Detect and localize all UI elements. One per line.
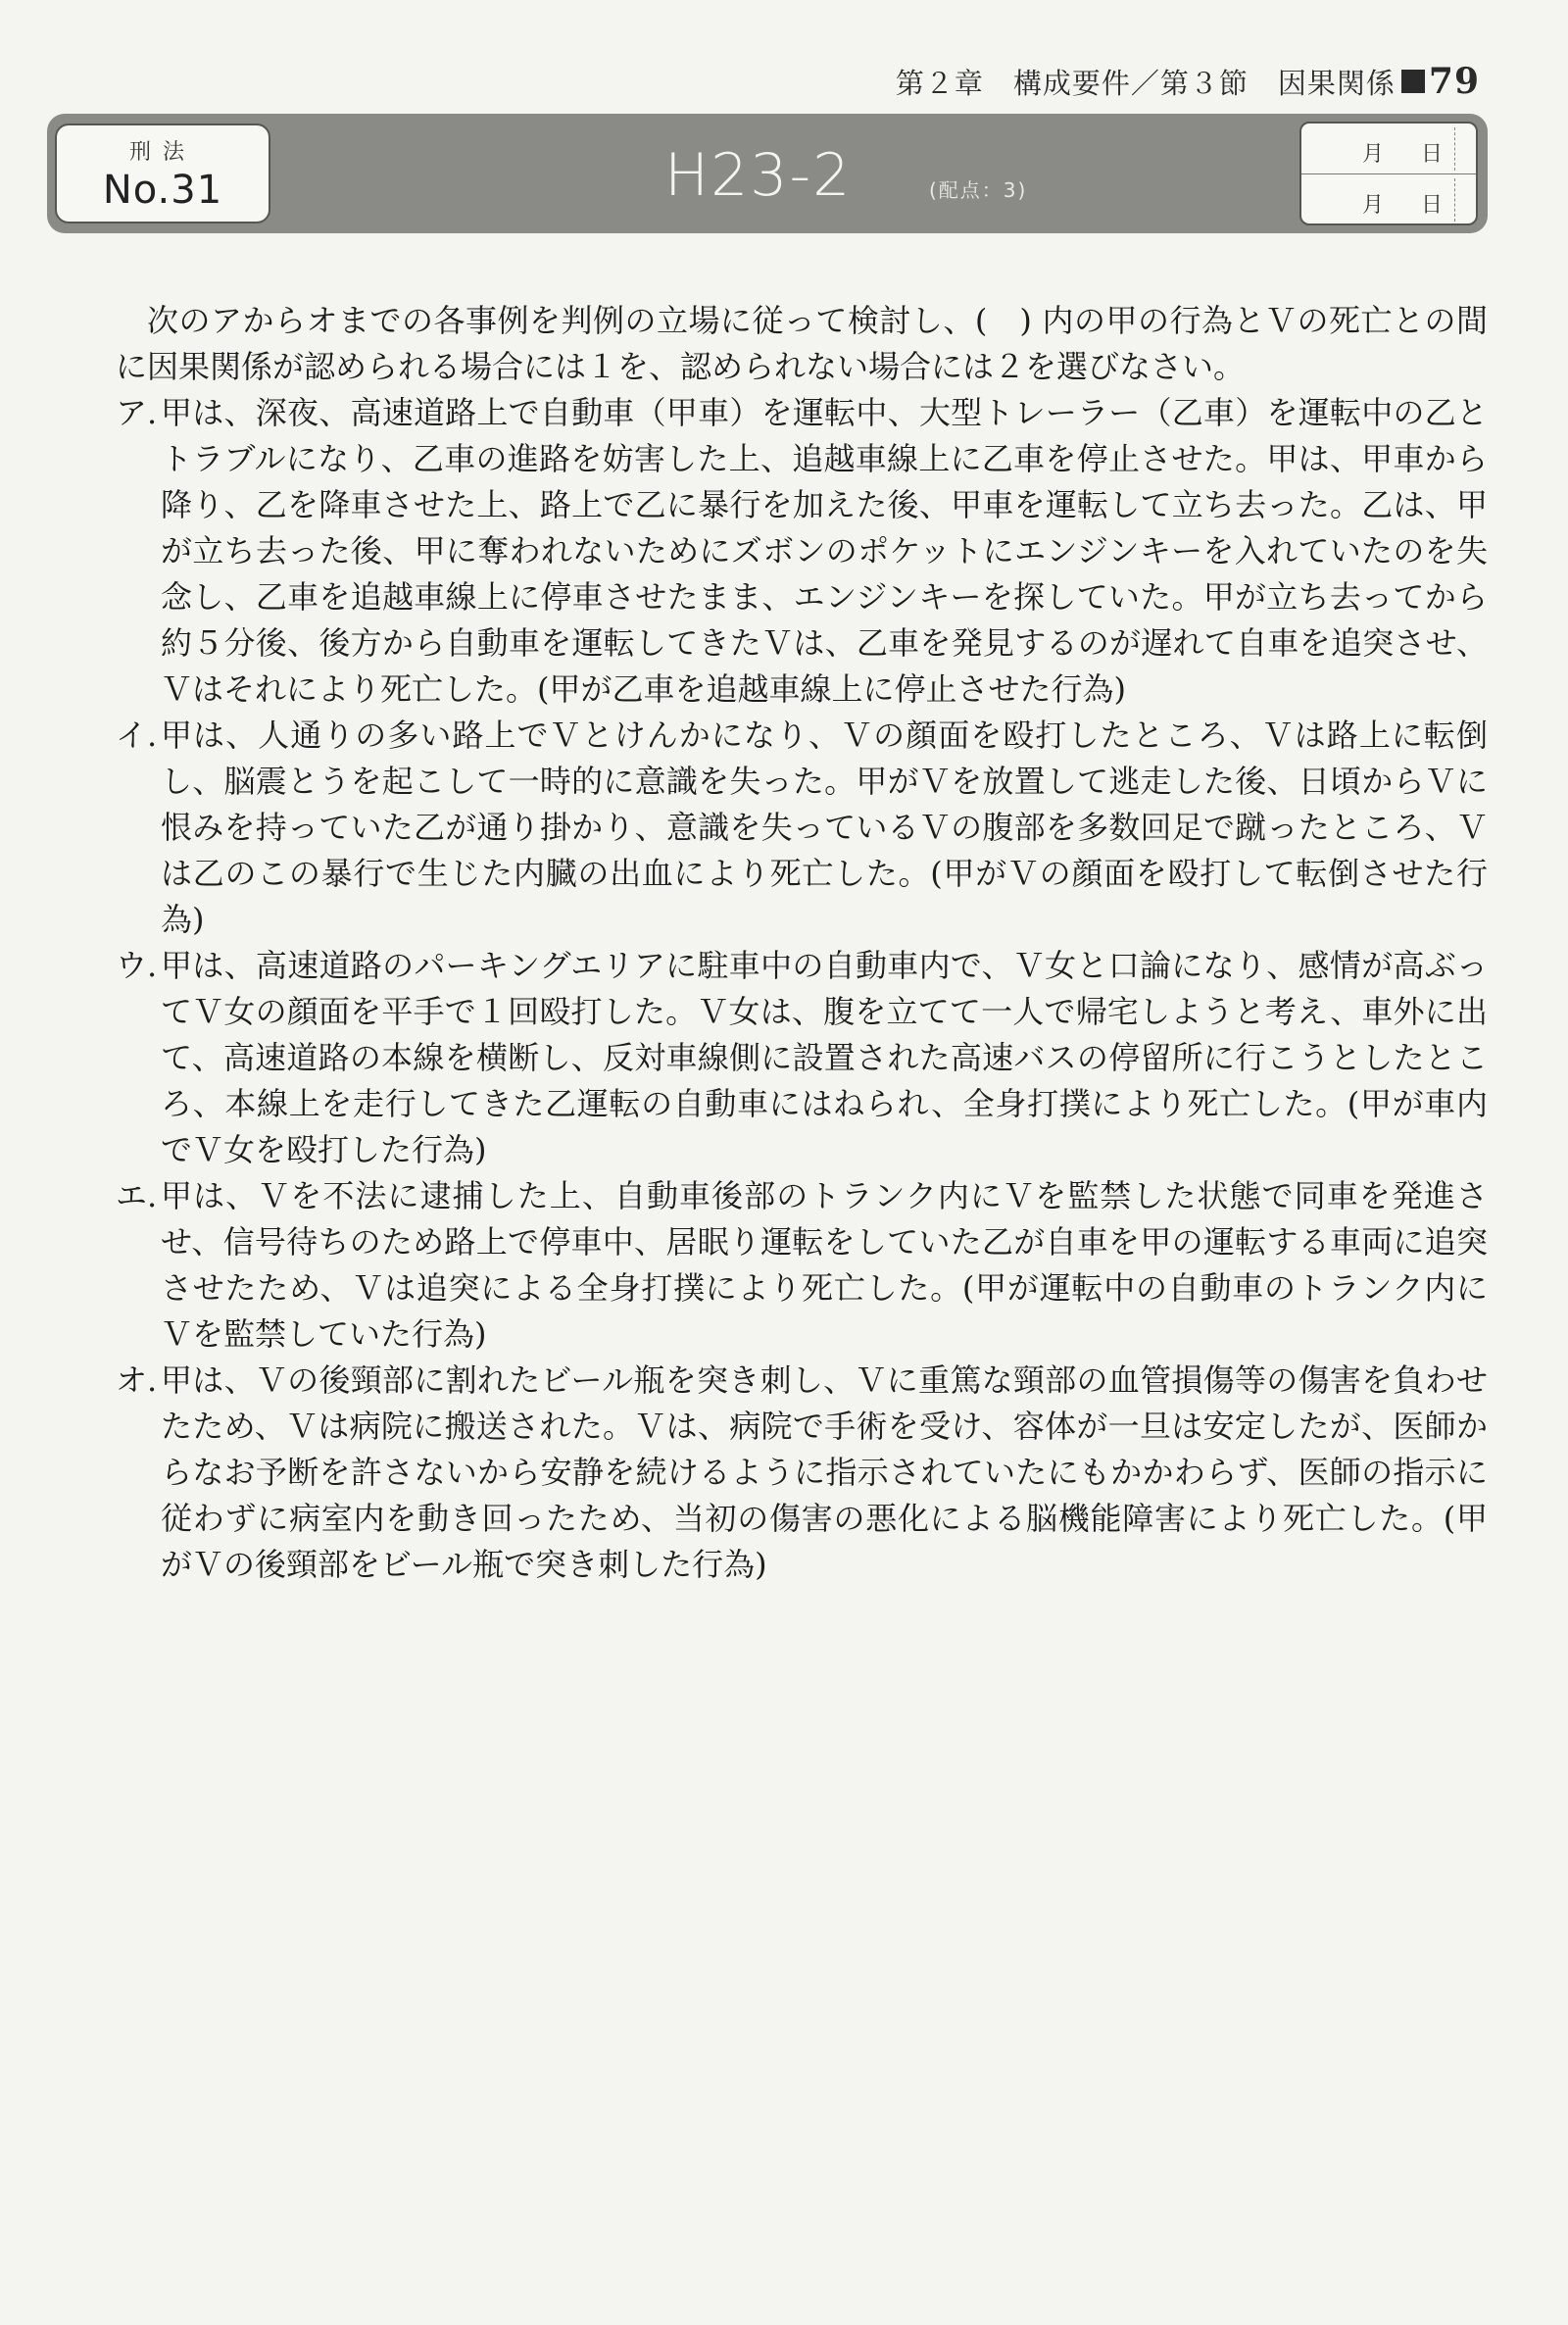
case-label: オ.: [116, 1361, 158, 1399]
case-item-a: [116, 390, 1488, 713]
chapter-title: 第２章 構成要件／第３節 因果関係: [895, 66, 1396, 100]
case-item-e: [116, 1173, 1488, 1358]
case-item-u: [116, 943, 1488, 1173]
case-item-i: [116, 713, 1488, 943]
case-label: イ.: [116, 717, 158, 754]
question-instruction: 次のアからオまでの各事例を判例の立場に従って検討し、( ) 内の甲の行為とＶの死亡との間に因果関係が認められる場合には１を、認められない場合には２を選びなさい。: [116, 302, 1488, 385]
month-label: 月: [1362, 142, 1385, 167]
case-text: 甲は、Ｖを不法に逮捕した上、自動車後部のトランク内にＶを監禁した状態で同車を発進させ、信号待ちのため路上で停車中、居眠り運転をしていた乙が自車を甲の運転する車両に追突させたため、Ｖは追突による全身打撲により死亡した。(甲が運転中の自動車のトランク内にＶを監禁していた行為): [161, 1177, 1488, 1353]
case-text: 甲は、深夜、高速道路上で自動車（甲車）を運転中、大型トレーラー（乙車）を運転中の乙とトラブルになり、乙車の進路を妨害した上、追越車線上に乙車を停止させた。甲は、甲車から降り、乙を降車させた上、路上で乙に暴行を加えた後、甲車を運転して立ち去った。乙は、甲が立ち去った後、甲に奪われないためにズボンのポケットにエンジンキーを入れていたのを失念し、乙車を追越車線上に停車させたまま、エンジンキーを探していた。甲が立ち去ってから約５分後、後方から自動車を運転してきたＶは、乙車を発見するのが遅れて自車を追突させ、Ｖはそれにより死亡した。(甲が乙車を追越車線上に停止させた行為): [161, 394, 1488, 708]
study-date-box: [1299, 122, 1478, 225]
date-divider: [1454, 178, 1455, 222]
case-label: ウ.: [116, 947, 158, 984]
case-text: 甲は、Ｖの後頸部に割れたビール瓶を突き刺し、Ｖに重篤な頸部の血管損傷等の傷害を負わせたため、Ｖは病院に搬送された。Ｖは、病院で手術を受け、容体が一旦は安定したが、医師からなお予断を許さないから安静を続けるように指示されていたにもかかわらず、医師の指示に従わずに病室内を動き回ったため、当初の傷害の悪化による脳機能障害により死亡した。(甲がＶの後頸部をビール瓶で突き刺した行為): [161, 1361, 1488, 1583]
question-title-band: [47, 114, 1488, 233]
month-label: 月: [1362, 193, 1385, 218]
subject-label: 刑法: [128, 140, 196, 165]
date-row-2: [1301, 174, 1476, 224]
question-body: [116, 298, 1488, 1588]
case-text: 甲は、高速道路のパーキングエリアに駐車中の自動車内で、Ｖ女と口論になり、感情が高ぶってＶ女の顔面を平手で１回殴打した。Ｖ女は、腹を立てて一人で帰宅しようと考え、車外に出て、高速道路の本線を横断し、反対車線側に設置された高速バスの停留所に行こうとしたところ、本線上を走行してきた乙運転の自動車にはねられ、全身打撲により死亡した。(甲が車内でＶ女を殴打した行為): [161, 947, 1488, 1168]
exam-code: H23-2: [664, 141, 853, 210]
points-label: (配点：3): [929, 178, 1028, 202]
page-number: 79: [1428, 61, 1480, 102]
case-label: ア.: [116, 394, 158, 431]
subject-box: [55, 124, 270, 223]
case-text: 甲は、人通りの多い路上でＶとけんかになり、Ｖの顔面を殴打したところ、Ｖは路上に転倒し、脳震とうを起こして一時的に意識を失った。甲がＶを放置して逃走した後、日頃からＶに恨みを持っていた乙が通り掛かり、意識を失っているＶの腹部を多数回足で蹴ったところ、Ｖは乙のこの暴行で生じた内臓の出血により死亡した。(甲がＶの顔面を殴打して転倒させた行為): [161, 717, 1488, 938]
day-label: 日: [1421, 142, 1444, 167]
case-label: エ.: [116, 1177, 158, 1214]
day-label: 日: [1421, 193, 1444, 218]
date-row-1: [1301, 124, 1476, 174]
date-divider: [1454, 127, 1455, 171]
case-item-o: [116, 1358, 1488, 1588]
running-header: [896, 61, 1480, 102]
question-number: No.31: [102, 168, 223, 213]
square-marker-icon: [1401, 70, 1425, 93]
